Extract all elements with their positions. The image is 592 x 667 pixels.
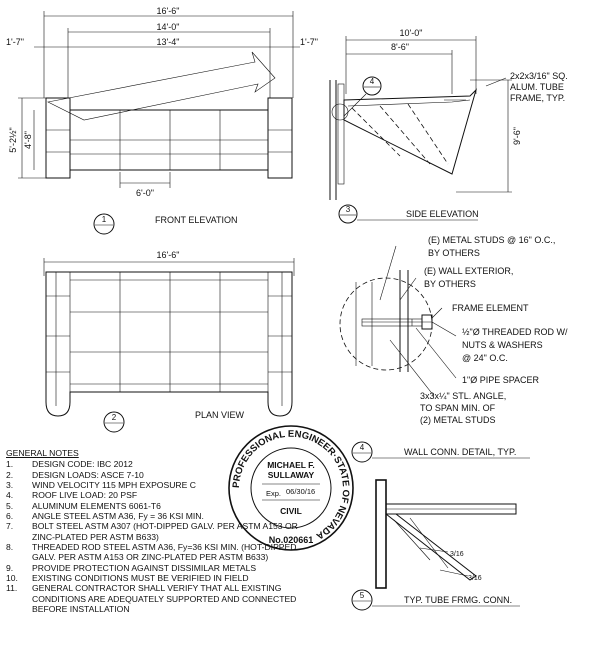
side-dim-top: 10'-0" [399,28,423,38]
general-note-item [6,470,306,480]
wall-note-angle-2: TO SPAN MIN. OF [420,403,496,413]
general-note-number: 2. [6,469,14,480]
detail-1-number: 1 [101,215,107,224]
detail-3-number: 3 [345,205,351,214]
general-note-text: PROVIDE PROTECTION AGAINST DISSIMILAR METALS [32,562,257,573]
general-note-text: DESIGN CODE: IBC 2012 [32,459,133,470]
detail-5-title: TYP. TUBE FRMG. CONN. [404,595,513,605]
general-note-number: 3. [6,480,14,491]
plan-view [44,250,294,432]
general-note-text: BOLT STEEL ASTM A307 (HOT-DIPPED GALV. PER ASTM A153 OR ZINC-PLATED PER ASTM B633) [32,521,298,542]
wall-note-studs-2: BY OTHERS [428,248,480,258]
side-elevation [330,28,568,223]
general-note-number: 10. [6,573,18,584]
front-dim-height-inner: 4'-8" [23,131,33,149]
wall-connection-enlarged-detail [340,235,568,425]
general-note-item [6,521,306,542]
general-note-number: 8. [6,542,14,553]
wall-note-exterior-2: BY OTHERS [424,279,476,289]
wall-note-rod-1: ½"Ø THREADED ROD W/ [462,327,568,337]
tube-note-line2: ALUM. TUBE [510,82,564,92]
detail-4-number: 4 [359,443,365,452]
seal-name-1: MICHAEL F. [267,460,315,470]
general-note-text: EXISTING CONDITIONS MUST BE VERIFIED IN FIELD [32,573,249,584]
front-dim-overall: 16'-6" [156,6,180,16]
seal-exp-label: Exp. [266,489,282,498]
seal-discipline: CIVIL [280,506,302,516]
general-note-number: 4. [6,490,14,501]
wall-note-rod-3: @ 24" O.C. [462,353,508,363]
tube-note-line1: 2x2x3/16" SQ. [510,71,568,81]
detail-4-title: WALL CONN. DETAIL, TYP. [404,447,517,457]
general-note-item [6,542,306,563]
front-elevation [6,6,318,234]
detail-5-number: 5 [359,591,365,600]
front-dim-height-outer: 5'-2½" [8,127,18,153]
general-note-number: 7. [6,521,14,532]
general-note-number: 6. [6,511,14,522]
plan-view-title: PLAN VIEW [195,410,245,420]
detail-4-title-block [352,442,530,462]
seal-exp-date: 06/30/16 [286,487,316,496]
seal-name-2: SULLAWAY [267,470,315,480]
general-note-text: ANGLE STEEL ASTM A36, Fy = 36 KSI MIN. [32,511,204,522]
general-note-text: ROOF LIVE LOAD: 20 PSF [32,490,138,501]
side-callout-number: 4 [369,77,375,86]
general-note-item [6,583,306,614]
general-note-text: ALUMINUM ELEMENTS 6061-T6 [32,500,161,511]
front-dim-inner: 14'-0" [156,22,180,32]
general-notes-list [6,459,306,614]
wall-note-angle-3: (2) METAL STUDS [420,415,496,425]
general-notes-heading: GENERAL NOTES [6,448,79,458]
weld-size-2: 3/16 [468,575,482,582]
detail-2-number: 2 [111,413,117,422]
front-dim-left: 1'-7" [6,37,24,47]
front-elevation-title: FRONT ELEVATION [155,215,238,225]
tube-note-line3: FRAME, TYP. [510,93,566,103]
wall-note-rod-2: NUTS & WASHERS [462,340,543,350]
general-note-number: 11. [6,583,18,594]
wall-note-exterior-1: (E) WALL EXTERIOR, [424,266,514,276]
general-note-item [6,490,306,500]
tube-framing-connection [352,480,520,610]
side-dim-height: 9'-6" [512,127,522,145]
seal-outer-text: PROFESSIONAL ENGINEER·STATE OF NEVADA [230,428,352,542]
general-note-text: DESIGN LOADS: ASCE 7-10 [32,469,144,480]
wall-note-studs-1: (E) METAL STUDS @ 16" O.C., [428,235,556,245]
wall-note-angle-1: 3x3x¼" STL. ANGLE, [420,391,507,401]
general-notes [6,448,306,615]
wall-note-frame: FRAME ELEMENT [452,303,529,313]
general-note-item [6,459,306,469]
front-dim-center: 13'-4" [156,37,180,47]
front-dim-right: 1'-7" [300,37,318,47]
general-note-text: GENERAL CONTRACTOR SHALL VERIFY THAT ALL EXISTING CONDITIONS ARE ADEQUATELY SUPPORTED AND CONNECTED BEFORE INSTALLATION [32,583,297,615]
general-note-text: WIND VELOCITY 115 MPH EXPOSURE C [32,480,196,491]
weld-size-1: 3/16 [450,551,464,558]
general-note-item [6,573,306,583]
general-note-number: 9. [6,562,14,573]
general-note-item [6,501,306,511]
seal-license: No.020661 [268,535,314,545]
general-note-number: 5. [6,500,14,511]
front-dim-bottom: 6'-0" [136,188,154,198]
general-note-item [6,480,306,490]
general-note-number: 1. [6,459,14,470]
general-note-item [6,563,306,573]
general-note-item [6,511,306,521]
side-dim-inner: 8'-6" [391,42,409,52]
wall-note-spacer: 1"Ø PIPE SPACER [462,375,540,385]
general-note-text: THREADED ROD STEEL ASTM A36, Fy=36 KSI MIN. (HOT-DIPPED GALV. PER ASTM A153 OR ZINC-PLATED PER ASTM B633) [32,542,297,563]
plan-dim-overall: 16'-6" [156,250,180,260]
side-elevation-title: SIDE ELEVATION [406,209,479,219]
